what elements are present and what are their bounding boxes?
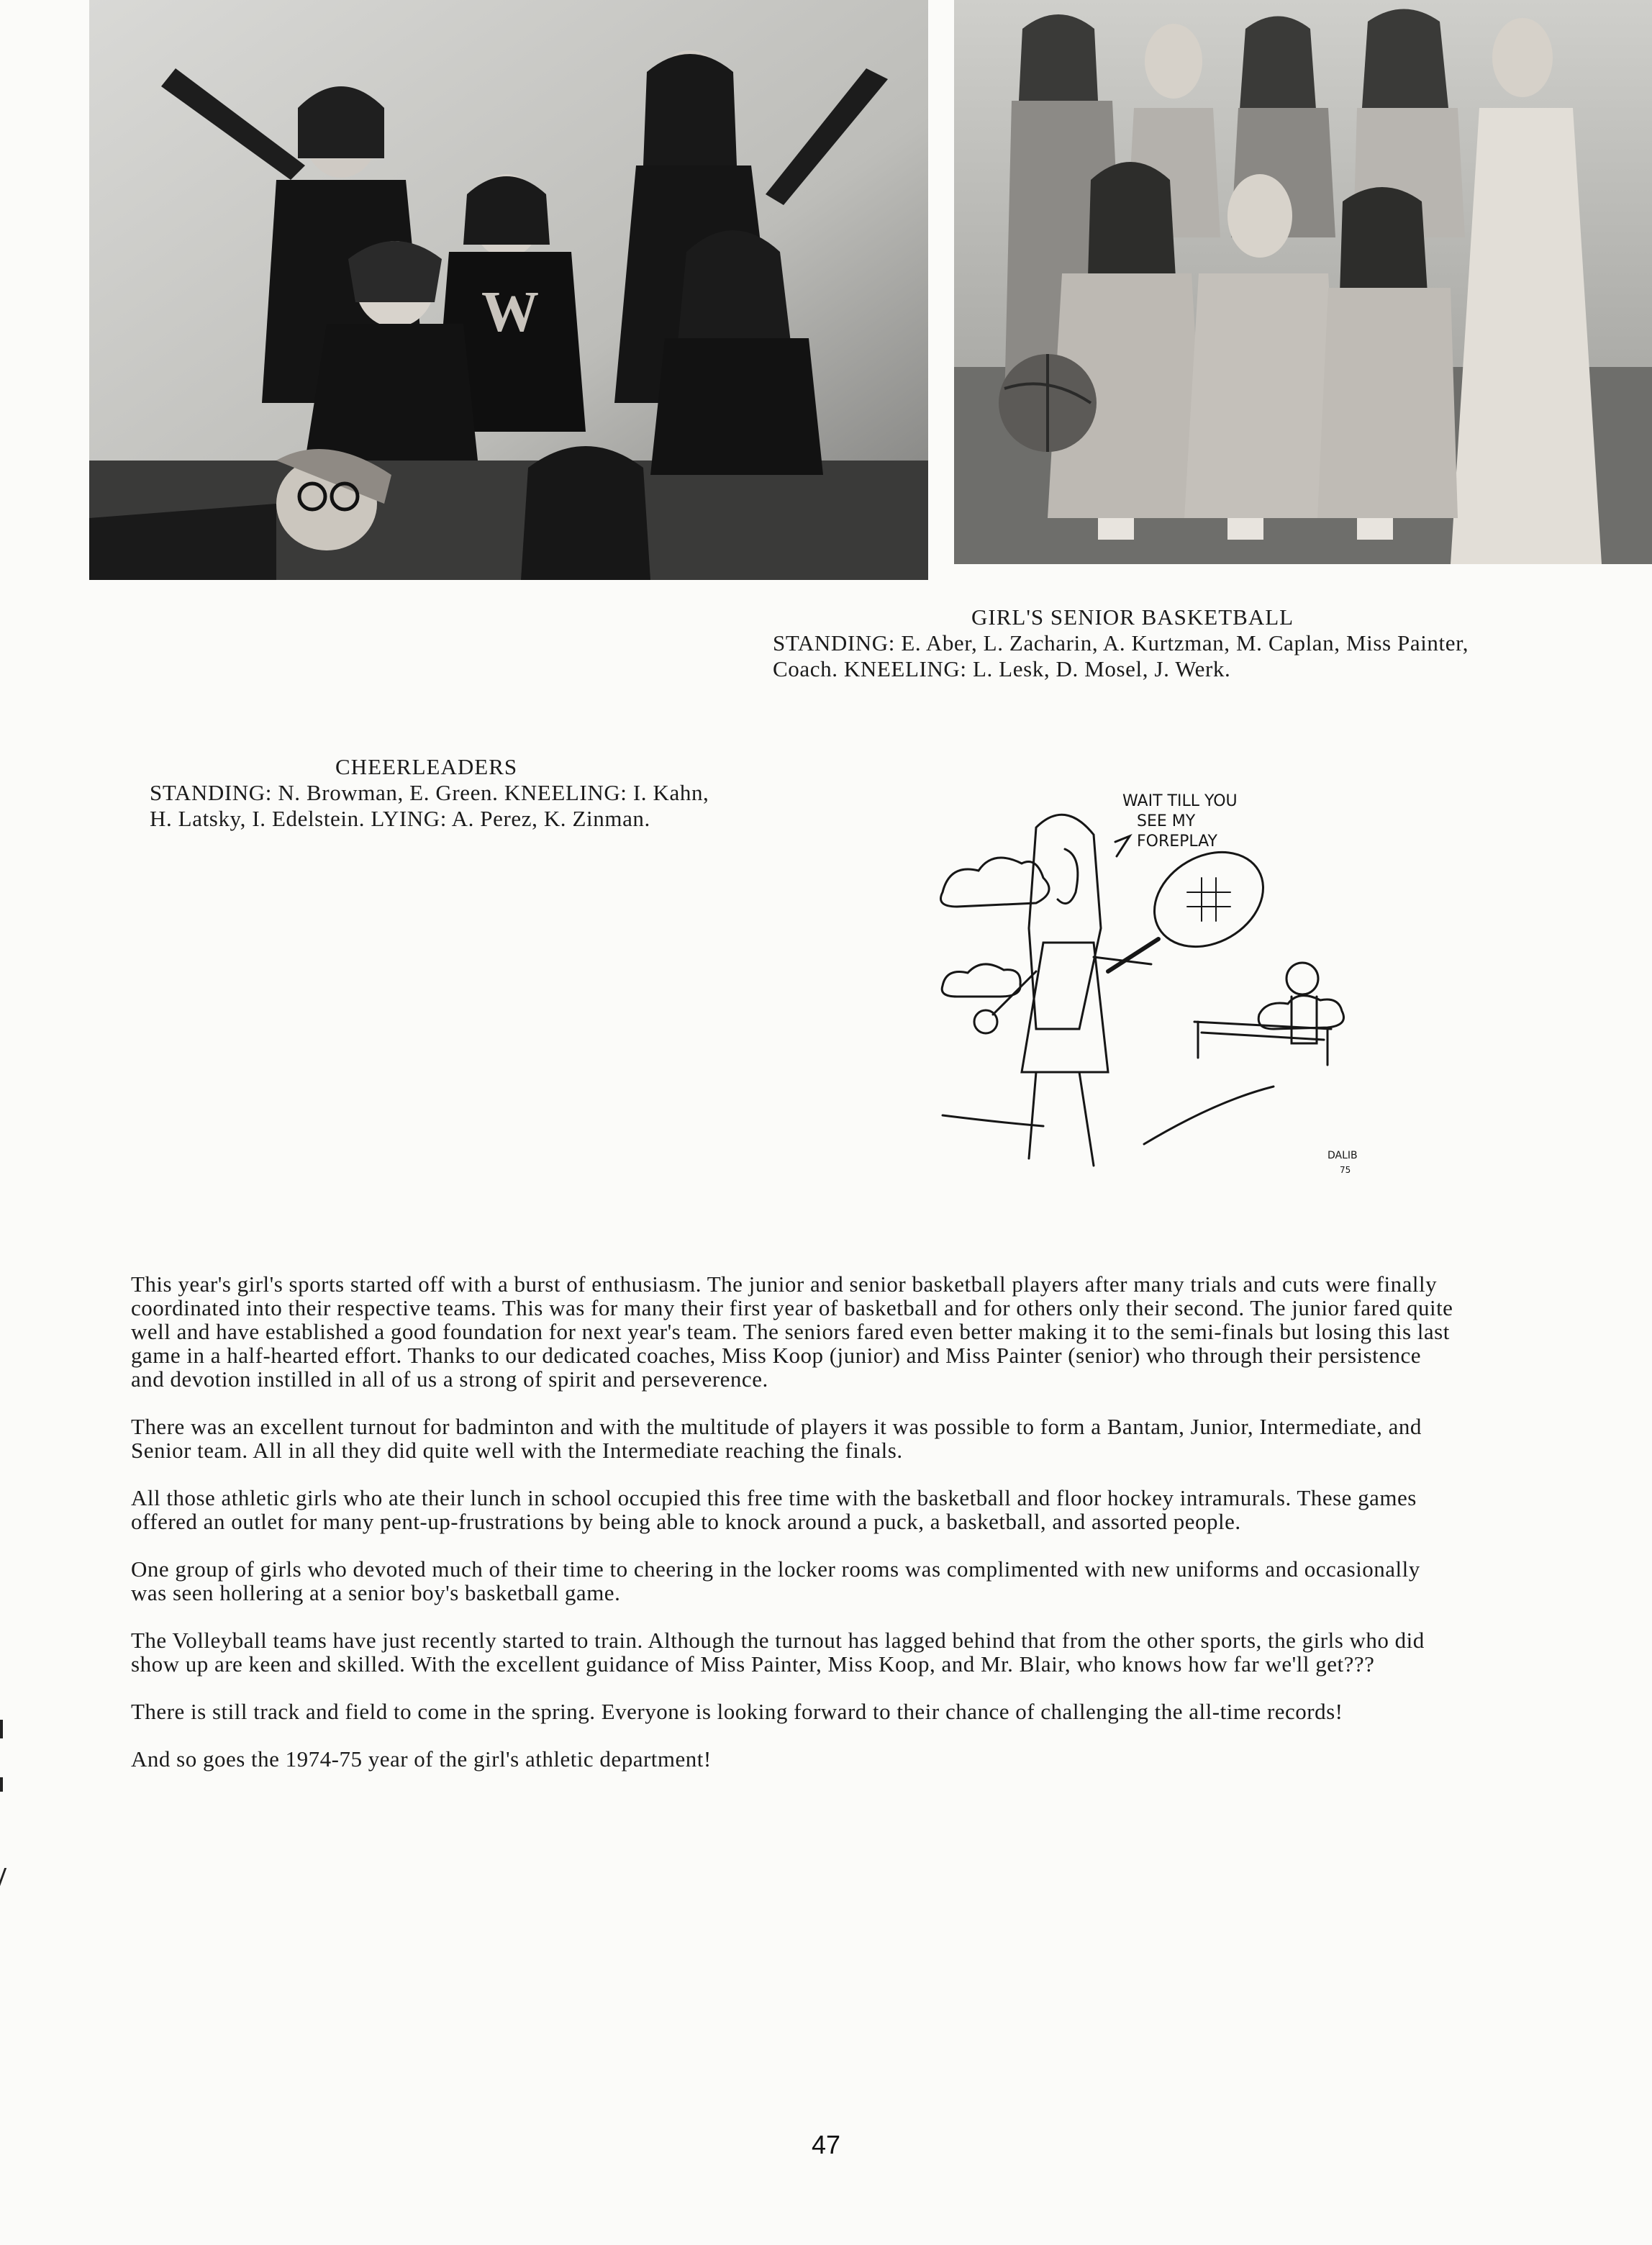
article-paragraph: The Volleyball teams have just recently started to train. Although the turnout has lagged behind that from the other sports, the girls who did show up are keen and skilled. With the excellent guidance of Miss Painter, Miss Koop, and Mr. Blair, who knows how far we'll get???: [131, 1628, 1425, 1677]
speech-line-1: WAIT TILL YOU: [1122, 792, 1238, 810]
article-paragraph: And so goes the 1974-75 year of the girl's athletic department!: [131, 1746, 712, 1772]
cartoon-girl-hair: [1029, 815, 1101, 1029]
speech-line-3: FOREPLAY: [1137, 833, 1217, 851]
cartoon-tennis-racket: [1138, 833, 1281, 966]
cartoon-girl-legs: [1029, 1072, 1094, 1166]
article-paragraph: There was an excellent turnout for badminton and with the multitude of players it was possible to form a Bantam, Junior, Intermediate, and Senior team. All in all they did quite well with the Intermediate reaching the finals.: [131, 1414, 1422, 1463]
article-body: [131, 1272, 1455, 1795]
cartoon-spectator-head: [1286, 963, 1318, 994]
tennis-cartoon-drawing: [928, 784, 1389, 1187]
cheerleaders-photo-image: [89, 0, 928, 580]
article-paragraph: There is still track and field to come in the spring. Everyone is looking forward to their chance of challenging the all-time records!: [131, 1699, 1343, 1724]
cartoon-girl-arm-left: [993, 971, 1036, 1015]
cheerleaders-photo: [89, 0, 928, 580]
cheerleaders-caption-body: STANDING: N. Browman, E. Green. KNEELING: I. Kahn, H. Latsky, I. Edelstein. LYING: A. Perez, K. Zinman.: [150, 780, 709, 831]
tennis-cartoon: [928, 784, 1389, 1187]
cartoon-racket-handle: [1108, 939, 1158, 971]
margin-mark: [0, 1868, 6, 1892]
basketball-caption-title: GIRL'S SENIOR BASKETBALL: [971, 604, 1294, 630]
cheerleaders-caption-title: CHEERLEADERS: [335, 754, 518, 779]
cartoon-ground-lines: [943, 1087, 1274, 1144]
page-number: 47: [811, 2130, 841, 2159]
basketball-team-photo-image: [954, 0, 1652, 564]
basketball-caption-body: STANDING: E. Aber, L. Zacharin, A. Kurtzman, M. Caplan, Miss Painter, Coach. KNEELING: L. Lesk, D. Mosel, J. Werk.: [773, 630, 1469, 681]
letter-w-emblem: W: [481, 281, 539, 344]
article-paragraph: This year's girl's sports started off with a burst of enthusiasm. The junior and senior basketball players after many trials and cuts were finally coordinated into their respective teams. This was for many their first year of basketball and for others only their second. The junior fared quite well and have established a good foundation for next year's team. The seniors fared even better making it to the semi-finals but losing this last game in a half-hearted effort. Thanks to our dedicated coaches, Miss Koop (junior) and Miss Painter (senior) who through their persistence and devotion instilled in all of us a strong of spirit and perseverence.: [131, 1271, 1453, 1392]
margin-mark: [0, 1720, 3, 1738]
cartoon-racket-strings: [1187, 878, 1230, 921]
margin-mark: [0, 1777, 3, 1792]
article-paragraph: All those athletic girls who ate their lunch in school occupied this free time with the basketball and floor hockey intramurals. These games offered an outlet for many pent-up-frustrations by being able to knock around a puck, a basketball, and assorted people.: [131, 1485, 1417, 1534]
cheerleaders-caption: [150, 754, 718, 832]
cartoon-spectator-body: [1292, 997, 1317, 1043]
cloud-lower: [942, 964, 1020, 997]
basketball-caption: [773, 604, 1514, 682]
article-paragraph: One group of girls who devoted much of their time to cheering in the locker rooms was complimented with new uniforms and occasionally was seen hollering at a senior boy's basketball game.: [131, 1556, 1420, 1605]
cartoon-girl-face: [1058, 849, 1078, 904]
basketball-team-photo: [954, 0, 1652, 564]
cartoon-tennis-ball: [974, 1010, 997, 1033]
speech-pointer: [1115, 836, 1130, 856]
cloud-right: [1258, 996, 1343, 1029]
cartoon-signature: DALIB: [1328, 1150, 1358, 1161]
speech-line-2: SEE MY: [1137, 812, 1196, 830]
cartoon-signature-year: 75: [1340, 1165, 1351, 1175]
